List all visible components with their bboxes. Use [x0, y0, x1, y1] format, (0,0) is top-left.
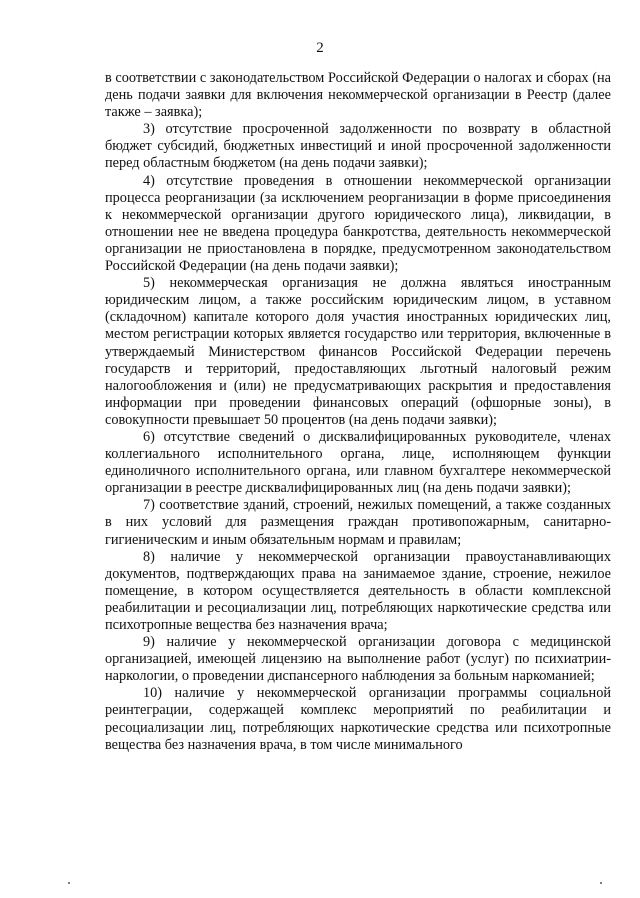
paragraph-item-7: 7) соответствие зданий, строений, нежилых помещений, а также созданных в них условий для размещения граждан противопожарным, санитарно-гигиеническим и иным обязательным нормам и правилам; [105, 497, 611, 548]
paragraph-item-10: 10) наличие у некоммерческой организации программы социальной реинтеграции, содержащей комплекс мероприятий по реабилитации и ресоциализации лиц, потребляющих наркотические средства или психотропные вещества без назначения врача, в том числе минимального [105, 685, 611, 753]
scan-speck-left [68, 882, 70, 884]
document-body [105, 70, 611, 754]
paragraph-continuation: в соответствии с законодательством Российской Федерации о налогах и сборах (на день подачи заявки для включения некоммерческой организации в Реестр (далее также – заявка); [105, 70, 611, 121]
scan-speck-right [600, 882, 602, 884]
paragraph-item-5: 5) некоммерческая организация не должна являться иностранным юридическим лицом, а также российским юридическим лицом, в уставном (складочном) капитале которого доля участия иностранных юридических лиц, местом регистрации которых является государство или территория, включенные в утверждаемый Министерством финансов Российской Федерации перечень государств и территорий, предоставляющих льготный налоговый режим налогообложения и (или) не предусматривающих раскрытия и предоставления информации при проведении финансовых операций (офшорные зоны), в совокупности превышает 50 процентов (на день подачи заявки); [105, 275, 611, 428]
paragraph-item-8: 8) наличие у некоммерческой организации правоустанавливающих документов, подтверждающих права на занимаемое здание, строение, нежилое помещение, в котором осуществляется деятельность в области комплексной реабилитации и ресоциализации лиц, потребляющих наркотические средства или психотропные вещества без назначения врача; [105, 548, 611, 633]
paragraph-item-9: 9) наличие у некоммерческой организации договора с медицинской организацией, имеющей лицензию на выполнение работ (услуг) по психиатрии-наркологии, о проведении диспансерного наблюдения за больным наркоманией; [105, 634, 611, 685]
paragraph-item-4: 4) отсутствие проведения в отношении некоммерческой организации процесса реорганизации (за исключением реорганизации в форме присоединения к некоммерческой организации другого юридического лица), ликвидации, в отношении нее не введена процедура банкротства, деятельность некоммерческой организации не приостановлена в порядке, предусмотренном законодательством Российской Федерации (на день подачи заявки); [105, 172, 611, 275]
page-number: 2 [316, 40, 324, 56]
paragraph-item-6: 6) отсутствие сведений о дисквалифицированных руководителе, членах коллегиального исполнительного органа, лице, исполняющем функции единоличного исполнительного органа, или главном бухгалтере некоммерческой организации в реестре дисквалифицированных лиц (на день подачи заявки); [105, 428, 611, 497]
paragraph-item-3: 3) отсутствие просроченной задолженности по возврату в областной бюджет субсидий, бюджетных инвестиций и иной просроченной задолженности перед областным бюджетом (на день подачи заявки); [105, 121, 611, 172]
